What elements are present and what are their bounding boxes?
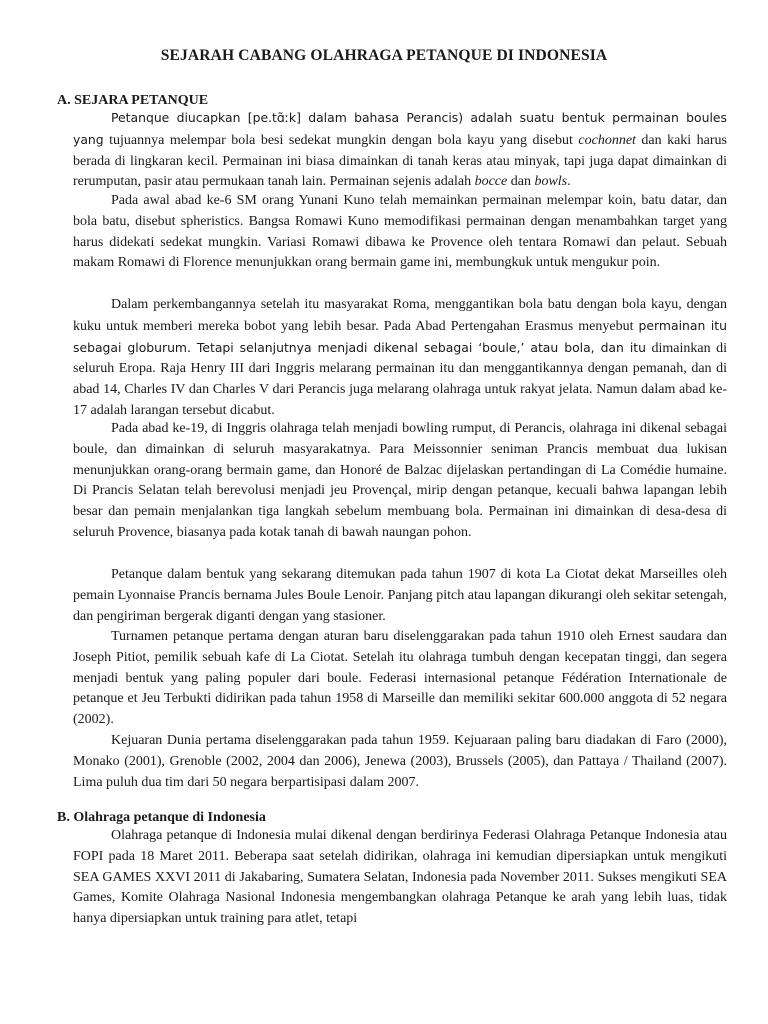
paragraph-3-text: Dalam perkembangannya setelah itu masyarakat Roma, menggantikan bola batu dengan bola kayu, dengan kuku untuk memberi mereka bobot yang lebih besar. Pada Abad Pertengahan Erasmus menyebut: [73, 297, 727, 334]
paragraph-1-end: .: [567, 174, 571, 190]
section-a-paragraph-2: Pada awal abad ke-6 SM orang Yunani Kuno telah memainkan permainan melempar koin, batu datar, dan bola batu, disebut spheristics. Bangsa Romawi Kuno memodifikasi permainan dengan menambahkan target yang harus didekati sedekat mungkin. Variasi Romawi dibawa ke Provence oleh tentara Romawi dan pelaut. Sebuah makam Romawi di Florence menunjukkan orang bermain game ini, membungkuk untuk mengukur poin.: [73, 193, 727, 271]
section-a-paragraph-7: Kejuaran Dunia pertama diselenggarakan pada tahun 1959. Kejuaraan paling baru diadakan di Faro (2000), Monako (2001), Grenoble (2002, 2004 dan 2006), Jenewa (2003), Brussels (2005), dan Pattaya / Thailand (2007). Lima puluh dua tim dari 50 negara berpartisipasi dalam 2007.: [73, 733, 727, 790]
term-bocce: bocce: [474, 174, 508, 190]
paragraph-1-text-cont: dan kaki harus berada di lingkaran kecil. Permainan ini biasa dimainkan di tanah keras atau minyak, tapi juga dapat dimainkan di rerumputan, pasir atau permukaan tanah lain. Permainan sejenis adalah: [73, 132, 727, 190]
paragraph-3-text-cont: dimainkan di seluruh Eropa. Raja Henry III dari Inggris melarang permainan itu dan menggantikannya dengan pemanah, dan di abad 14, Charles IV dan Charles V dari Perancis juga melarang olahraga untuk rakyat jelata. Namun dalam abad ke-17 adalah larangan tersebut dicabut.: [73, 340, 727, 418]
document-title: SEJARAH CABANG OLAHRAGA PETANQUE DI INDONESIA: [160, 47, 608, 64]
section-b-paragraph-1: Olahraga petanque di Indonesia mulai dikenal dengan berdirinya Federasi Olahraga Petanque Indonesia atau FOPI pada 18 Maret 2011. Beberapa saat setelah didirikan, olahraga ini kemudian dipersiapkan untuk mengikuti SEA GAMES XXVI 2011 di Jakabaring, Sumatera Selatan, Indonesia pada November 2011. Sukses mengikuti SEA Games, Komite Olahraga Nasional Indonesia mengembangkan olahraga Petanque ke arah yang lebih luas, tidak hanya dipersiapkan untuk training para atlet, tetapi: [73, 828, 727, 927]
paragraph-1-first-line: Petanque diucapkan [pe.tɑ̃ːk] dalam bahasa Perancis) adalah suatu bentuk permainan boules yang: [73, 110, 727, 147]
paragraph-1-conjunction: dan: [507, 174, 535, 190]
term-cochonnet: cochonnet: [578, 132, 636, 148]
section-a-heading: A. SEJARA PETANQUE: [57, 93, 209, 108]
section-a-paragraph-1: [73, 108, 727, 193]
term-bowls: bowls: [534, 174, 568, 190]
section-a-paragraph-3: [73, 295, 727, 422]
section-a-paragraph-6: Turnamen petanque pertama dengan aturan baru diselenggarakan pada tahun 1910 oleh Ernest saudara dan Joseph Pitiot, pemilik sebuah kafe di La Ciotat. Setelah itu olahraga tumbuh dengan kecepatan tinggi, dan segera menjadi bentuk yang paling populer dari boule. Federasi internasional petanque Fédération Internationale de petanque et Jeu Terbukti didirikan pada tahun 1958 di Marseille dan memiliki sekitar 600.000 anggota di 52 negara (2002).: [73, 629, 727, 728]
paragraph-3-sans-line: permainan itu sebagai globurum. Tetapi selanjutnya menjadi dikenal sebagai ‘boule,’ atau bola, dan itu: [73, 317, 727, 355]
section-a-paragraph-4: Pada abad ke-19, di Inggris olahraga telah menjadi bowling rumput, di Perancis, olahraga ini dikenal sebagai boule, dan dimainkan di seluruh masyarakatnya. Para Meissonnier seniman Prancis membuat dua lukisan menunjukkan orang-orang bermain game, dan Honoré de Balzac dijelaskan pertandingan di La Comédie humaine. Di Prancis Selatan telah berevolusi menjadi jeu Provençal, mirip dengan petanque, kecuali bahwa lapangan lebih besar dan pemain menjalankan tiga langkah sebelum membuang bola. Permainan ini dimainkan di desa-desa di seluruh Provence, biasanya pada kotak tanah di bawah naungan pohon.: [73, 421, 727, 540]
section-a-paragraph-5: Petanque dalam bentuk yang sekarang ditemukan pada tahun 1907 di kota La Ciotat dekat Marseilles oleh pemain Lyonnaise Prancis bernama Jules Boule Lenoir. Panjang pitch atau lapangan dikurangi oleh sekitar setengah, dan pengiriman bergerak diganti dengan yang stasioner.: [73, 567, 727, 624]
paragraph-1-text: tujuannya melempar bola besi sedekat mungkin dengan bola kayu yang disebut: [103, 132, 579, 148]
section-b-heading: B. Olahraga petanque di Indonesia: [57, 810, 266, 825]
